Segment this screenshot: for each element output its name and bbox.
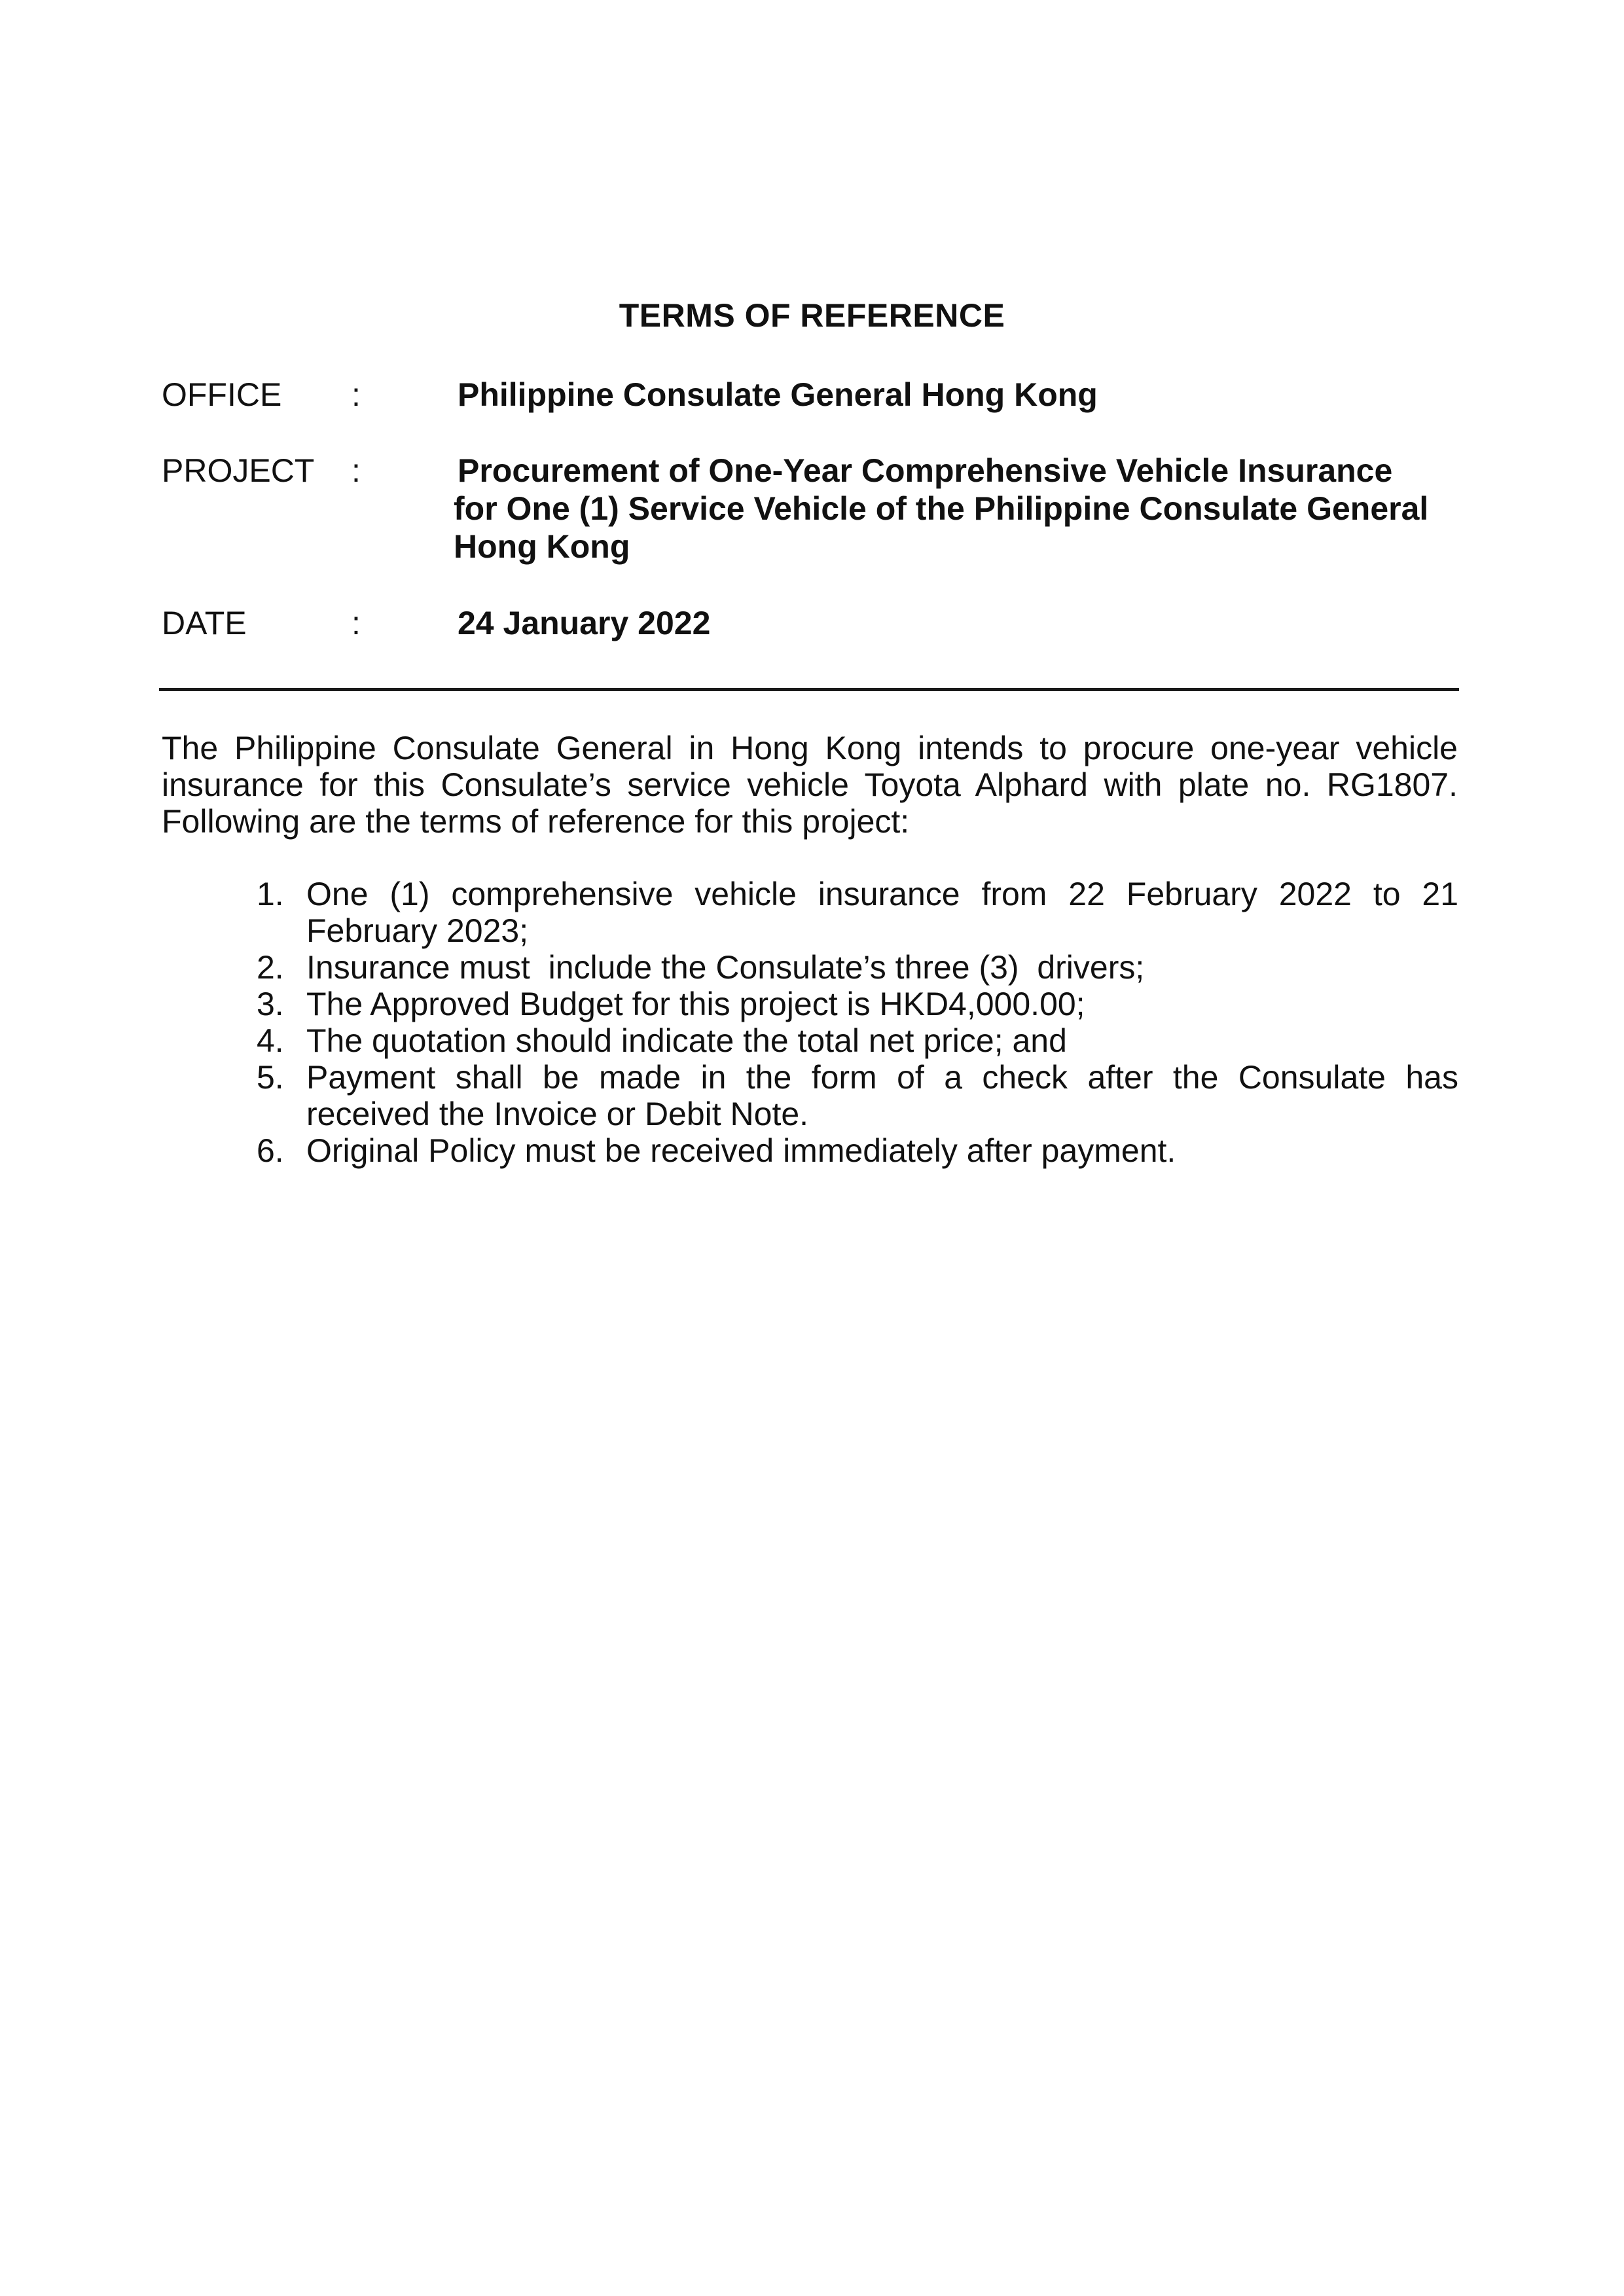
- term-text: [306, 1059, 1458, 1132]
- date-colon: :: [352, 605, 361, 641]
- project-value-line: for One (1) Service Vehicle of the Philippine Consulate General: [454, 490, 1429, 527]
- office-value: Philippine Consulate General Hong Kong: [458, 376, 1098, 413]
- term-number: 5.: [257, 1059, 284, 1096]
- term-number: 1.: [257, 876, 284, 912]
- term-number: 3.: [257, 986, 284, 1022]
- header-divider: [159, 688, 1459, 691]
- term-text: [306, 1022, 1458, 1059]
- term-line: The quotation should indicate the total net price; and: [306, 1022, 1067, 1059]
- project-label: PROJECT: [162, 452, 315, 489]
- intro-line: The Philippine Consulate General in Hong Kong intends to procure one-year vehicle: [162, 730, 1458, 766]
- term-text: [306, 986, 1458, 1022]
- intro-line: insurance for this Consulate’s service vehicle Toyota Alphard with plate no. RG1807.: [162, 766, 1458, 803]
- project-value-line: Procurement of One-Year Comprehensive Vehicle Insurance: [458, 452, 1393, 489]
- term-item: [249, 986, 1458, 1022]
- term-line: February 2023;: [306, 912, 529, 949]
- term-line: The Approved Budget for this project is HKD4,000.00;: [306, 986, 1085, 1022]
- office-colon: :: [352, 376, 361, 413]
- intro-line: Following are the terms of reference for this project:: [162, 803, 910, 840]
- intro-paragraph: [162, 730, 1458, 840]
- term-number: 6.: [257, 1132, 284, 1169]
- term-number: 2.: [257, 949, 284, 986]
- term-item: [249, 876, 1458, 949]
- term-item: [249, 1022, 1458, 1059]
- term-item: [249, 1132, 1458, 1169]
- term-item: [249, 949, 1458, 986]
- document-title: TERMS OF REFERENCE: [619, 297, 1005, 334]
- term-line: Original Policy must be received immediately after payment.: [306, 1132, 1176, 1169]
- term-line: One (1) comprehensive vehicle insurance from 22 February 2022 to 21: [306, 876, 1458, 912]
- date-value: 24 January 2022: [458, 605, 711, 641]
- term-number: 4.: [257, 1022, 284, 1059]
- office-label: OFFICE: [162, 376, 282, 413]
- term-text: [306, 876, 1458, 949]
- term-text: [306, 1132, 1458, 1169]
- term-text: [306, 949, 1458, 986]
- project-colon: :: [352, 452, 361, 489]
- term-line: Insurance must include the Consulate’s three (3) drivers;: [306, 949, 1145, 986]
- date-label: DATE: [162, 605, 247, 641]
- project-value: [454, 452, 1459, 565]
- term-item: [249, 1059, 1458, 1132]
- terms-list: [249, 876, 1458, 1169]
- term-line: received the Invoice or Debit Note.: [306, 1096, 809, 1132]
- project-value-line: Hong Kong: [454, 528, 630, 565]
- term-line: Payment shall be made in the form of a check after the Consulate has: [306, 1059, 1458, 1096]
